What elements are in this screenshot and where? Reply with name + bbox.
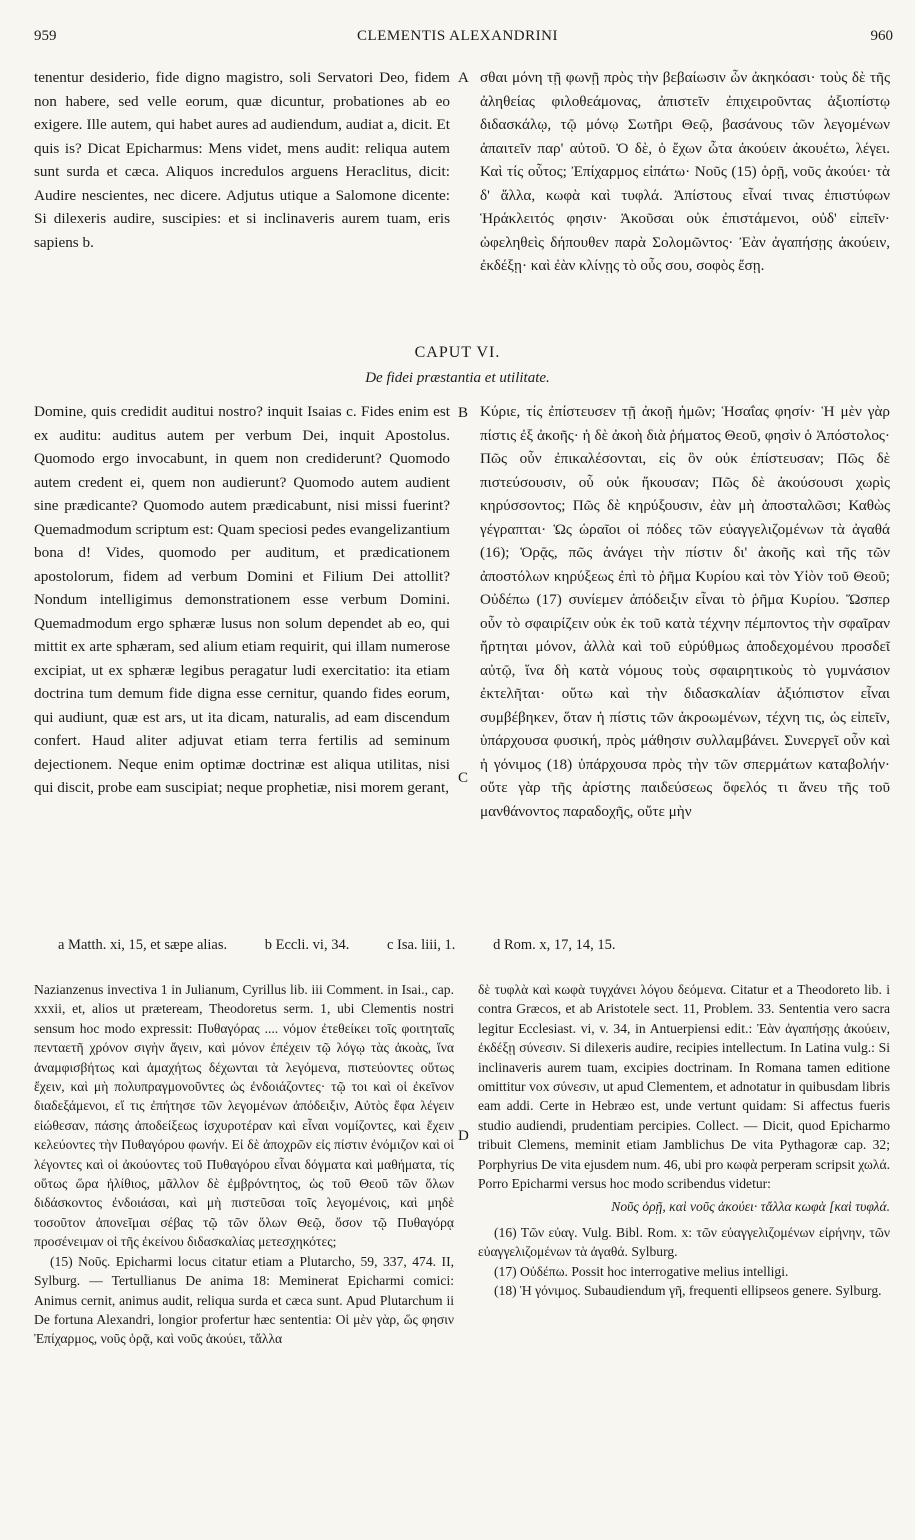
footnote-b: b Eccli. vi, 34. (264, 937, 350, 953)
margin-letter-a: A (458, 70, 469, 86)
epicharmus-verse: Νοῦς ὁρῇ, καὶ νοῦς ἀκούει· τἄλλα κωφὰ [καὶ τυφλά. (611, 1199, 890, 1215)
running-title: CLEMENTIS ALEXANDRINI (357, 28, 558, 44)
page-header (0, 28, 915, 54)
commentary-paragraph: Nazianzenus invectiva 1 in Julianum, Cyrillus lib. iii Comment. in Isai., cap. xxxii, et, alios ut præteream, Theodoretus serm. 1, ubi Clementis nostri sensum hoc modo expressit: Πυθαγόρας .... νόμον ἐτεθείκει τοῖς φοιτηταῖς πενταετῆ χρόνον σιγὴν ἄγειν, καὶ μόνον ἐπέχειν τῷ λόγῳ τὰς ἀκοὰς, ἵνα ἀναμφισβήτως καὶ ἀμαχήτως δέχωνται τὰ λεγόμενα, πιστεύοντες οὕτως ἔχειν, καὶ μὴ πολυπραγμονοῦντες ὡς ἐνδοιάζοντες· τῷ τοι καὶ οἱ ἐκεῖνον διαδεξάμενοι, εἴ τις ἐπήτησε τῶν λεγομένων ἀπόδειξιν, Αὐτὸς ἔφα λέγειν εἰώθεσαν, πάσης ἀποδείξεως ἰσχυροτέραν καὶ εἶναι νομίζοντες, καὶ ἔχειν κελεύοντες τὴν Πυθαγόρου φωνήν. Εἰ δὲ ἀποχρῶν εἰς πίστιν ἐνόμιζον καὶ οἱ λέγοντες καὶ οἱ ἀκούοντες τοῦ Πυθαγόρου εἶναι δόγματα καὶ μαθήματα, τίς οὕτως ὥρα ἠλίθιος, μᾶλλον δὲ ἐμβρόντητος, ὡς τοῦ Θεοῦ τῶν ὅλων διδάσκοντος ἐνδοιάσαι, καὶ μὴ πιστεῦσαι τοῖς λεγομένοις, καὶ μηδὲ τοσοῦτον ἀπονεῖμαι σέβας τῷ τῶν ὅλων Θεῷ, ὅσον τῷ Πυθαγόρᾳ προσένειμαν οἱ τῆς ἐκείνου διδασκαλίας μετεσχηκότες; (34, 982, 454, 1250)
latin-text-chapter: Domine, quis credidit auditui nostro? inquit Isaias c. Fides enim est ex auditu: auditus autem per verbum Dei, inquit Apostolus. Quomodo ergo invocabunt, in quem non crediderunt? Quomodo autem credent ei, quem non audierunt? Quomodo autem audient sine prædicante? Quomodo autem prædicabunt, nisi missi fuerint? Quemadmodum scriptum est: Quam speciosi pedes evangelizantium bona d! Vides, quomodo per auditum, et prædicationem apostolorum, fidem ad verbum Domini et Filium Dei attollit? Nondum intelligimus demonstrationem esse verbum Domini. Quemadmodum ergo sphæræ lusus non solum dependet ab eo, qui mittit ex arte sphæram, sed alium etiam requirit, qui illam numerose excipiat, ut ex sphæræ legibus peragatur ludi exercitatio: ita etiam doctrina tum demum fide digna esse cernitur, quando fides eorum, qui audiunt, quæ est ars, ut ita dicam, naturalis, ad eam discendum confert. Haud aliter adjuvat etiam terra fertilis ad seminum dejectionem. Neque enim optimæ doctrinæ est aliqua utilitas, nisi qui discit, probe eam suscipiat; neque prophetiæ, nisi morem gerant, (34, 403, 450, 796)
footnote-d: d Rom. x, 17, 14, 15. (493, 937, 616, 953)
note-17: (17) Οὐδέπω. Possit hoc interrogative melius intelligi. (494, 1263, 789, 1279)
commentary-paragraph: δὲ τυφλὰ καὶ κωφὰ τυγχάνει λόγου δεόμενα. Citatur et a Theodoreto lib. i contra Græcos, et ab Aristotele sect. 11, Problem. 33. Sententia vero sacra legitur Ecclesiast. vi, v. 34, in Antuerpiensi edit.: Ἐὰν ἀγαπήσῃς ἀκούειν, ἐκδέξῃ σύνεσιν. Si dilexeris audire, recipies intellectum. In Latina vulg.: Si inclinaveris aurem tuam, excipies doctrinam. In Romana tamen editione omittitur vox σύνεσιν, ut apud Clementem, et adnotatur in quibusdam libris eam addi. Certe in Hebræo est, unde vertunt quidam: Si affectus fueris studio audiendi, prudentiam percipies. Collect. — Dicit, quod Epicharmo tribuit Clemens, meminit etiam Jamblichus De vita Pythagoræ cap. 32; Porphyrius De vita ejusdem num. 46, ubi pro κωφὰ perperam scripsit χωλά. Porro Epicharmi versus hoc modo scribendus videtur: (478, 982, 890, 1192)
footnote-a: a Matth. xi, 15, et sæpe alias. (58, 937, 228, 953)
greek-text-top: σθαι μόνη τῇ φωνῇ πρὸς τὴν βεβαίωσιν ὧν ἀκηκόασι· τοὺς δὲ τῆς ἀληθείας φιλοθεάμονας, ἀπιστεῖν ἐπιχειροῦντας ἀξιοπίστῳ διδασκάλῳ, τῷ μόνῳ Σωτῆρι Θεῷ, βασάνους τῶν λεγομένων ἀπαιτεῖν παρ' αὐτοῦ. Ὁ δὲ, ὁ ἔχων ὦτα ἀκούειν ἀκουέτω, λέγει. Καὶ τίς οὗτος; Ἐπίχαρμος εἰπάτω· Νοῦς (15) ὁρῇ, νοῦς ἀκούει· τὰ δ' ἄλλα, κωφὰ καὶ τυφλά. Ἀπίστους εἶναί τινας ἐπιστύφων Ἡράκλειτός φησιν· Ἀκοῦσαι οὐκ ἐπιστάμενοι, οὐδ' εἰπεῖν· ὠφεληθεὶς δήπουθεν παρὰ Σολομῶντος· Ἐὰν ἀγαπήσῃς ἀκούειν, ἐκδέξῃ· καὶ ἐὰν κλίνῃς τὸ οὖς σου, σοφὸς ἔσῃ. (480, 69, 890, 274)
page-number-right: 960 (870, 28, 893, 44)
margin-letter-d: D (458, 1128, 469, 1144)
footnote-references (58, 937, 898, 954)
commentary-right (478, 980, 890, 1301)
note-15: (15) Νοῦς. Epicharmi locus citatur etiam a Plutarcho, 59, 337, 474. II, Sylburg. — Tertullianus De anima 18: Meminerat Epicharmi comici: Animus cernit, animus audit, reliqua surda et cæca sunt. Apud Plutarchum ii De fortuna Alexandri, longior profertur hæc sententia: Οἱ μὲν γὰρ, ὥς φησιν Ἐπίχαρμος, νοῦς ὁρᾷ, καὶ νοῦς ἀκούει, τἄλλα (34, 1253, 454, 1347)
page-number-left: 959 (34, 28, 57, 44)
chapter-subtitle: De fidei præstantia et utilitate. (365, 370, 550, 386)
chapter-title: CAPUT VI. (414, 344, 501, 361)
greek-text-chapter: Κύριε, τίς ἐπίστευσεν τῇ ἀκοῇ ἡμῶν; Ἡσαΐας φησίν· Ἡ μὲν γὰρ πίστις ἐξ ἀκοῆς· ἡ δὲ ἀκοὴ διὰ ῥήματος Θεοῦ, φησὶν ὁ Ἀπόστολος· Πῶς οὖν ἐπικαλέσονται, εἰς ὃν οὐκ ἐπίστευσαν; Πῶς δὲ πιστεύσουσιν, οὗ οὐκ ἤκουσαν; Πῶς δὲ ἀκούσουσι χωρὶς κηρύσσοντος; Πῶς δὲ κηρύξουσιν, ἐὰν μὴ ἀποσταλῶσι; Καθὼς γέγραπται· Ὡς ὡραῖοι οἱ πόδες τῶν εὐαγγελιζομένων τὰ ἀγαθά (16); Ὁρᾷς, πῶς ἀνάγει τὴν πίστιν δι' ἀκοῆς καὶ τῆς τῶν ἀποστόλων κηρύξεως ἐπὶ τὸ ῥῆμα Κυρίου καὶ τὸν Υἱὸν τοῦ Θεοῦ; Οὐδέπω (17) συνίεμεν ἀπόδειξιν εἶναι τὸ ῥῆμα Κυρίου. Ὥσπερ οὖν τὸ σφαιρίζειν οὐκ ἐκ τοῦ κατὰ τέχνην πέμποντος τὴν σφαῖραν ἤρτηται μόνον, ἀλλὰ καὶ τοῦ εὐρύθμως ἀποδεχομένου προσδεῖ αὐτῷ, ἵνα δὴ κατὰ νόμους τοὺς σφαιρητικοὺς τὸ γυμνάσιον ἐκτελῆται· οὕτω καὶ τὴν διδασκαλίαν ἀξιόπιστον εἶναι συμβέβηκεν, ὅταν ἡ πίστις τῶν ἀκροωμένων, τέχνη τις, ὡς εἰπεῖν, ὑπάρχουσα φυσική, πρὸς μάθησιν συλλαμβάνει. Συνεργεῖ οὖν καὶ ἡ γόνιμος (18) ὑπάρχουσα πρὸς τὴν τῶν σπερμάτων καταβολήν· οὔτε γὰρ τῆς ἀρίστης παιδεύσεως ὄφελός τι ἄνευ τῆς τοῦ μανθάνοντος παραδοχῆς, οὔτε μὴν (480, 403, 890, 820)
latin-text-top: tenentur desiderio, fide digno magistro, soli Servatori Deo, fidem non habere, sed velle eorum, quæ dicuntur, probationes ab eo exigere. Ille autem, qui habet aures ad audiendum, audiat a, dicit. Et quis is? Dicat Epicharmus: Mens videt, mens audit: reliqua autem sunt surda et cæca. Aliquos incredulos arguens Heraclitus, dicit: Audire nescientes, nec dicere. Adjutus utique a Salomone dicente: Si dilexeris audire, suscipies: et si inclinaveris aurem tuam, eris sapiens b. (34, 69, 450, 251)
commentary-left (34, 980, 454, 1349)
margin-letter-c: C (458, 770, 469, 786)
footnote-c: c Isa. liii, 1. (386, 937, 456, 953)
margin-letter-b: B (458, 405, 469, 421)
note-18: (18) Ἡ γόνιμος. Subaudiendum γῆ, frequenti ellipseos genere. Sylburg. (494, 1283, 882, 1299)
note-16: (16) Τῶν εὐαγ. Vulg. Bibl. Rom. x: τῶν εὐαγγελιζομένων εἰρήνην, τῶν εὐαγγελιζομένων τὰ ἀγαθά. Sylburg. (478, 1224, 890, 1260)
